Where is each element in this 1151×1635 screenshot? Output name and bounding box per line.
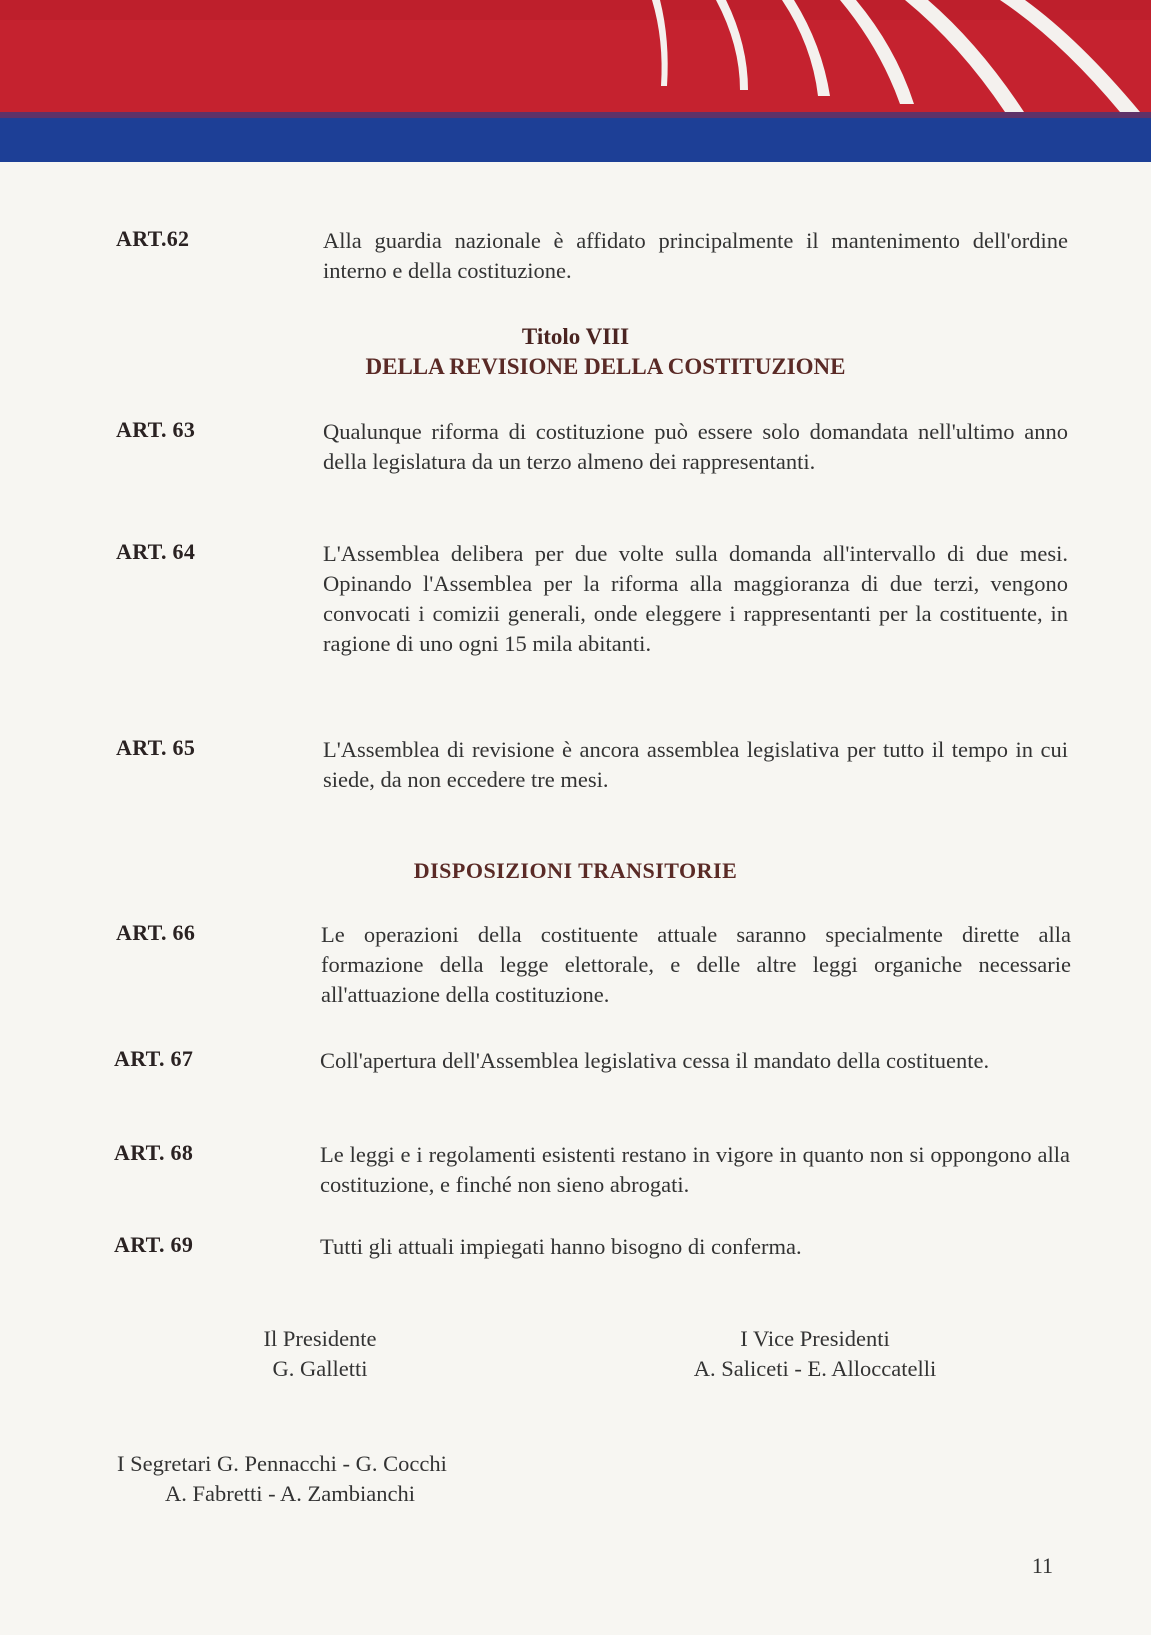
- transitory-heading: DISPOSIZIONI TRANSITORIE: [413, 858, 738, 883]
- section-subtitle: DELLA REVISIONE DELLA COSTITUZIONE: [365, 354, 846, 379]
- section-title: Titolo VIII: [521, 324, 630, 349]
- article-label: ART. 63: [116, 417, 196, 442]
- article-text: Le leggi e i regolamenti esistenti restano in vigore in quanto non si oppongono alla costituzione, e finché non sieno abrogati.: [320, 1142, 1070, 1197]
- article-text: Tutti gli attuali impiegati hanno bisogno di conferma.: [320, 1234, 802, 1259]
- secretaries-line-2: A. Fabretti - A. Zambianchi: [165, 1481, 415, 1506]
- article-label: ART. 64: [116, 539, 196, 564]
- article-label: ART. 67: [114, 1046, 194, 1071]
- article-text: Le operazioni della costituente attuale saranno specialmente dirette alla formazione della legge elettorale, e delle altre leggi organiche necessarie all'attuazione della costituzione.: [321, 922, 1071, 1007]
- vice-president-title: I Vice Presidenti: [740, 1326, 890, 1351]
- article-text: Coll'apertura dell'Assemblea legislativa cessa il mandato della costituente.: [320, 1048, 990, 1073]
- president-title: Il Presidente: [263, 1326, 377, 1351]
- president-name: G. Galletti: [272, 1356, 368, 1381]
- article-text: L'Assemblea delibera per due volte sulla domanda all'intervallo di due mesi. Opinando l'Assemblea per la riforma alla maggioranza di due terzi, vengono convocati i comizii generali, onde eleggere i rappresentanti per la costituente, in ragione di uno ogni 15 mila abitanti.: [323, 541, 1068, 656]
- page-number: 11: [1031, 1553, 1053, 1578]
- president-block: [230, 1324, 410, 1384]
- vice-president-names: A. Saliceti - E. Alloccatelli: [693, 1356, 937, 1381]
- vice-president-block: [665, 1324, 965, 1384]
- article-label: ART. 66: [116, 920, 196, 945]
- secretaries-line-1: I Segretari G. Pennacchi - G. Cocchi: [117, 1451, 447, 1476]
- article-text: Qualunque riforma di costituzione può essere solo domandata nell'ultimo anno della legislatura da un terzo almeno dei rappresentanti.: [323, 419, 1068, 474]
- article-label: ART. 69: [114, 1232, 194, 1257]
- article-text: Alla guardia nazionale è affidato principalmente il mantenimento dell'ordine interno e della costituzione.: [323, 228, 1068, 283]
- secretaries-block: [117, 1449, 537, 1509]
- article-label: ART.62: [116, 226, 190, 251]
- article-text: L'Assemblea di revisione è ancora assemblea legislativa per tutto il tempo in cui siede, da non eccedere tre mesi.: [323, 737, 1068, 792]
- article-label: ART. 68: [114, 1140, 194, 1165]
- article-label: ART. 65: [116, 735, 196, 760]
